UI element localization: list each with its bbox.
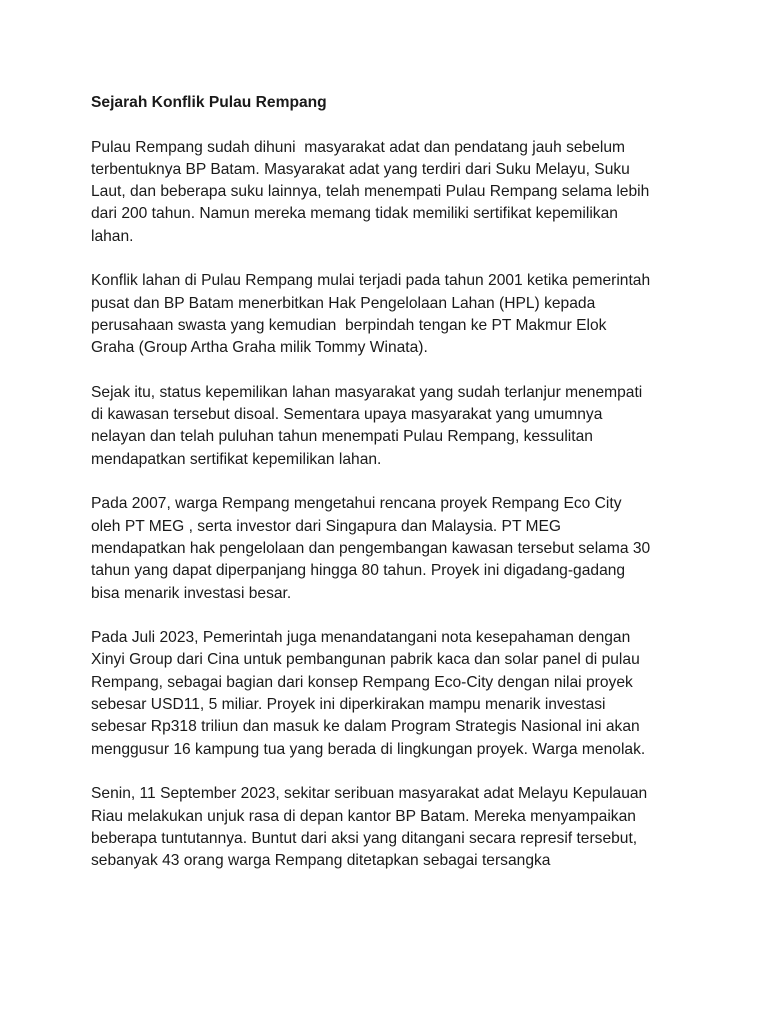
paragraph-line: oleh PT MEG , serta investor dari Singapura dan Malaysia. PT MEG [91,517,562,535]
paragraph-2 [91,270,691,359]
paragraph-line: mendapatkan hak pengelolaan dan pengembangan kawasan tersebut selama 30 [91,539,651,557]
paragraph-line: di kawasan tersebut disoal. Sementara upaya masyarakat yang umumnya [91,406,603,424]
paragraph-line: sebesar USD11, 5 miliar. Proyek ini diperkirakan mampu menarik investasi [91,696,606,714]
paragraph-3 [91,382,691,471]
paragraph-1 [91,137,691,248]
paragraph-line: Riau melakukan unjuk rasa di depan kantor BP Batam. Mereka menyampaikan [91,807,636,825]
paragraph-line: Konflik lahan di Pulau Rempang mulai terjadi pada tahun 2001 ketika pemerintah [91,272,651,290]
paragraph-5 [91,627,691,761]
paragraph-line: tahun yang dapat diperpanjang hingga 80 tahun. Proyek ini digadang-gadang [91,562,626,580]
paragraph-line: Xinyi Group dari Cina untuk pembangunan pabrik kaca dan solar panel di pulau [91,651,640,669]
paragraph-line: sebesar Rp318 triliun dan masuk ke dalam Program Strategis Nasional ini akan [91,718,640,736]
paragraph-line: beberapa tuntutannya. Buntut dari aksi yang ditangani secara represif tersebut, [91,829,638,847]
paragraph-line: Graha (Group Artha Graha milik Tommy Winata). [91,339,428,357]
paragraph-line: perusahaan swasta yang kemudian berpindah tengan ke PT Makmur Elok [91,316,607,334]
paragraph-line: nelayan dan telah puluhan tahun menempati Pulau Rempang, kessulitan [91,428,593,446]
paragraph-6 [91,783,691,872]
paragraph-line: Pulau Rempang sudah dihuni masyarakat adat dan pendatang jauh sebelum [91,138,626,156]
paragraph-line: menggusur 16 kampung tua yang berada di lingkungan proyek. Warga menolak. [91,740,646,758]
paragraph-line: Sejak itu, status kepemilikan lahan masyarakat yang sudah terlanjur menempati [91,383,643,401]
paragraph-line: terbentuknya BP Batam. Masyarakat adat yang terdiri dari Suku Melayu, Suku [91,160,630,178]
paragraph-line: Senin, 11 September 2023, sekitar seribuan masyarakat adat Melayu Kepulauan [91,785,648,803]
paragraph-4 [91,493,691,604]
paragraph-line: pusat dan BP Batam menerbitkan Hak Pengelolaan Lahan (HPL) kepada [91,294,596,312]
paragraph-line: dari 200 tahun. Namun mereka memang tidak memiliki sertifikat kepemilikan [91,205,618,223]
paragraph-line: Pada 2007, warga Rempang mengetahui rencana proyek Rempang Eco City [91,495,622,513]
paragraph-line: bisa menarik investasi besar. [91,584,292,602]
paragraph-line: sebanyak 43 orang warga Rempang ditetapkan sebagai tersangka [91,852,551,870]
paragraph-line: Rempang, sebagai bagian dari konsep Rempang Eco-City dengan nilai proyek [91,673,633,691]
paragraph-line: Pada Juli 2023, Pemerintah juga menandatangani nota kesepahaman dengan [91,629,631,647]
paragraph-line: Laut, dan beberapa suku lainnya, telah menempati Pulau Rempang selama lebih [91,183,650,201]
paragraph-line: lahan. [91,227,134,245]
paragraph-line: mendapatkan sertifikat kepemilikan lahan. [91,450,382,468]
document-content [91,92,691,895]
document-title: Sejarah Konflik Pulau Rempang [91,94,327,111]
